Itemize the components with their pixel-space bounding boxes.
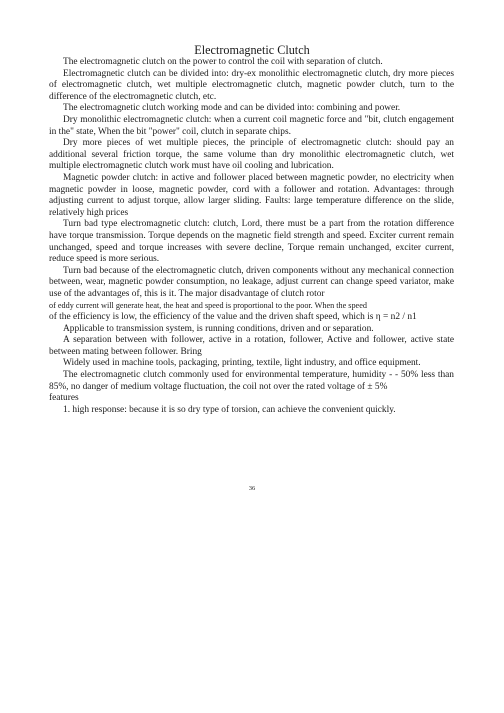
paragraph: Magnetic powder clutch: in active and follower placed between magnetic powder, no electricity when magnetic powder in loose, magnetic powder, cord with a follower and rotation. Advantages: through adjusting current to adjust torque, allow larger sliding. Faults: large temperature difference on the slide, relatively high prices [49,172,454,218]
paragraph: Widely used in machine tools, packaging, printing, textile, light industry, and office equipment. [63,358,421,369]
paragraph: A separation between with follower, active in a rotation, follower, Active and follower, active state between mating between follower. Bring [49,335,454,357]
paragraph: Dry more pieces of wet multiple pieces, the principle of electromagnetic clutch: should pay an additional several friction torque, the same volume than dry monolithic electromagnetic clutch, wet multiple electromagnetic clutch work must have oil cooling and lubrication. [49,138,454,172]
list-item: 1. high response: because it is so dry type of torsion, can achieve the convenient quickly. [63,404,396,415]
section-heading: features [49,393,79,404]
paragraph: Dry monolithic electromagnetic clutch: when a current coil magnetic force and "bit, clutch engagement in the" state, When the bit "power" coil, clutch in separate chips. [49,114,454,137]
paragraph: of eddy current will generate heat, the heat and speed is proportional to the poor. When the speed [49,301,367,311]
paragraph: Turn bad because of the electromagnetic clutch, driven components without any mechanical connection between, wear, magnetic powder consumption, no leakage, adjust current can change speed variator, make use of the advantages of, this is it. The major disadvantage of clutch rotor [49,265,454,299]
paragraph: Electromagnetic clutch can be divided into: dry-ex monolithic electromagnetic clutch, dry more pieces of electromagnetic clutch, wet multiple electromagnetic clutch, magnetic powder clutch, turn to the difference of the electromagnetic clutch, etc. [49,68,454,102]
paragraph: Turn bad type electromagnetic clutch: clutch, Lord, there must be a part from the rotation difference have torque transmission. Torque depends on the magnetic field strength and speed. Exciter current remain unchanged, speed and torque increases with severe decline, Torque remain unchanged, exciter current, reduce speed is more serious. [49,219,454,265]
paragraph: Applicable to transmission system, is running conditions, driven and or separation. [63,323,374,334]
paragraph: The electromagnetic clutch commonly used for environmental temperature, humidity - - 50% less than 85%, no danger of medium voltage fluctuation, the coil not over the rated voltage of ± 5% [49,370,454,392]
paragraph: The electromagnetic clutch working mode and can be divided into: combining and power. [63,103,401,114]
page-number: 36 [248,485,256,492]
paragraph: The electromagnetic clutch on the power to control the coil with separation of clutch. [63,57,383,67]
document-body [49,57,454,416]
paragraph: of the efficiency is low, the efficiency of the value and the driven shaft speed, which is η = n2 / n1 [49,312,417,323]
document-title: Electromagnetic Clutch [194,43,310,57]
